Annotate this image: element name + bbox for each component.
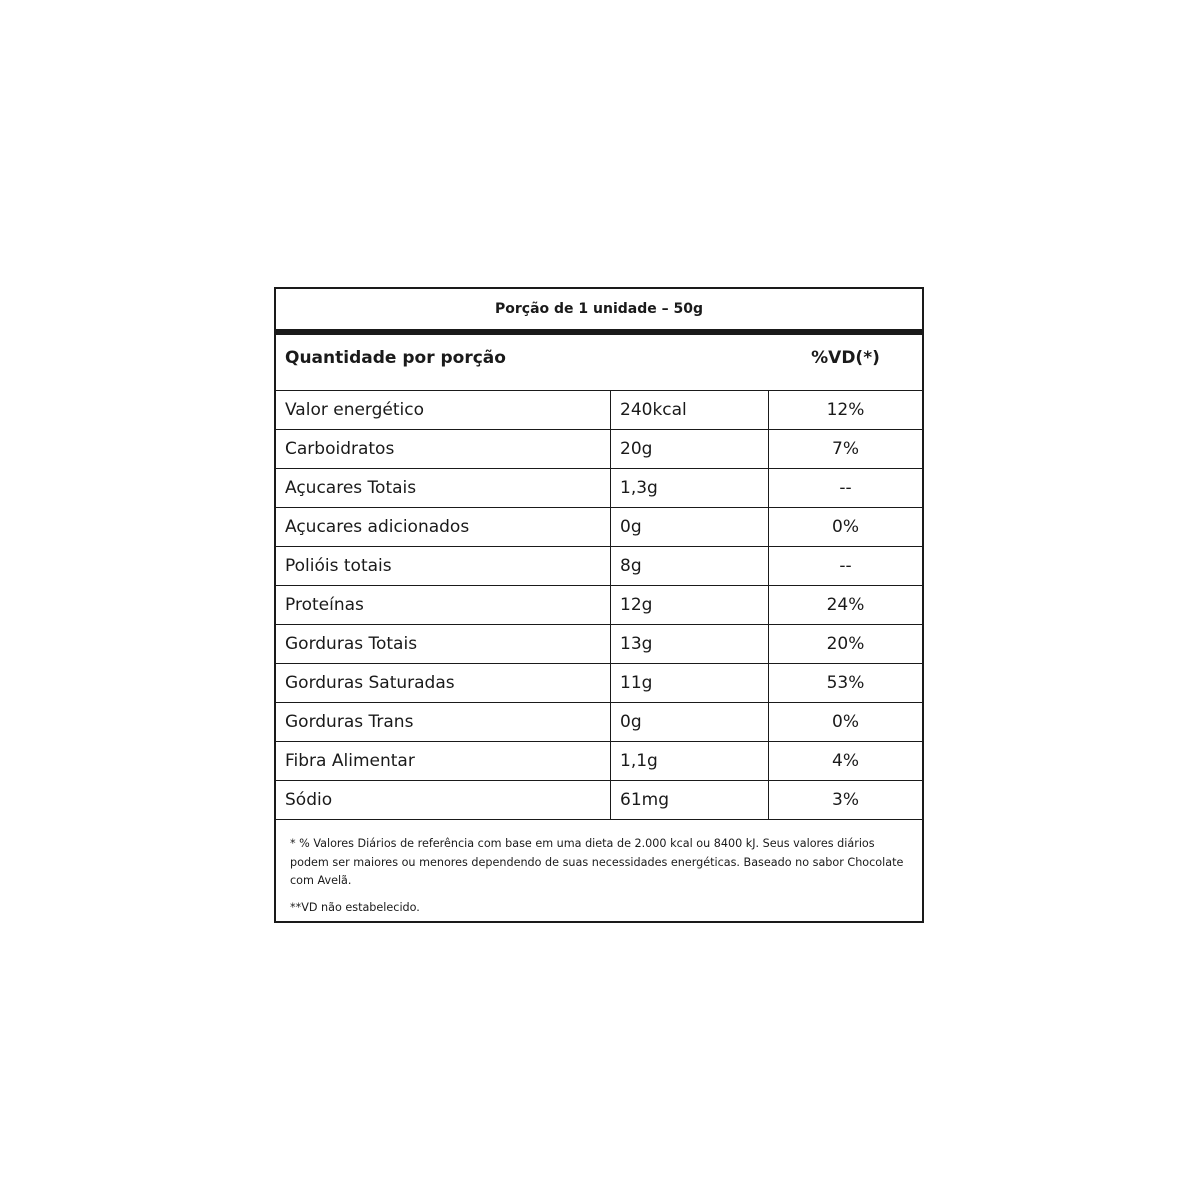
table-row (276, 391, 922, 430)
table-row (276, 781, 922, 820)
nutrient-daily-value: 0% (832, 517, 859, 537)
daily-values-footnote: * % Valores Diários de referência com base em uma dieta de 2.000 kcal ou 8400 kJ. Seus valores diários podem ser maiores ou menores dependendo de suas necessidades energéticas. Baseado no sabor Chocolate com Avelã. (290, 837, 904, 887)
table-row (276, 508, 922, 547)
nutrient-name: Gorduras Totais (285, 634, 418, 654)
nutrient-amount: 8g (620, 556, 642, 576)
quantity-per-portion-heading: Quantidade por porção (285, 348, 506, 368)
nutrient-name: Proteínas (285, 595, 364, 615)
table-row (276, 586, 922, 625)
table-row (276, 703, 922, 742)
table-row (276, 664, 922, 703)
nutrient-name: Polióis totais (285, 556, 392, 576)
nutrient-name: Valor energético (285, 400, 425, 420)
nutrient-amount: 20g (620, 439, 653, 459)
nutrient-daily-value: 24% (826, 595, 865, 615)
portion-size: Porção de 1 unidade – 50g (495, 301, 703, 317)
table-row (276, 625, 922, 664)
nutrient-daily-value: -- (839, 556, 852, 576)
nutrient-rows (276, 391, 922, 820)
nutrient-amount: 1,3g (620, 478, 658, 498)
nutrient-amount: 1,1g (620, 751, 658, 771)
nutrient-amount: 240kcal (620, 400, 687, 420)
nutrient-daily-value: 12% (826, 400, 865, 420)
table-header (276, 335, 922, 391)
footnotes (290, 835, 908, 917)
table-row (276, 430, 922, 469)
nutrient-daily-value: 7% (832, 439, 859, 459)
nutrient-amount: 0g (620, 517, 642, 537)
nutrient-name: Açucares adicionados (285, 517, 470, 537)
nutrient-amount: 12g (620, 595, 653, 615)
nutrient-amount: 61mg (620, 790, 669, 810)
nutrient-amount: 11g (620, 673, 653, 693)
nutrient-daily-value: 53% (826, 673, 865, 693)
nutrient-daily-value: 20% (826, 634, 865, 654)
nutrition-facts-table (274, 287, 924, 923)
nutrient-name: Fibra Alimentar (285, 751, 415, 771)
nutrient-name: Gorduras Saturadas (285, 673, 455, 693)
daily-value-heading: %VD(*) (811, 348, 880, 368)
table-row (276, 547, 922, 586)
nutrient-daily-value: 3% (832, 790, 859, 810)
table-row (276, 469, 922, 508)
nutrient-name: Gorduras Trans (285, 712, 414, 732)
nutrient-amount: 13g (620, 634, 653, 654)
nutrient-daily-value: 4% (832, 751, 859, 771)
table-row (276, 742, 922, 781)
nutrient-amount: 0g (620, 712, 642, 732)
nutrient-name: Sódio (285, 790, 333, 810)
nutrient-name: Carboidratos (285, 439, 395, 459)
vd-not-established-footnote: **VD não estabelecido. (290, 900, 420, 914)
nutrient-daily-value: 0% (832, 712, 859, 732)
nutrient-daily-value: -- (839, 478, 852, 498)
nutrient-name: Açucares Totais (285, 478, 417, 498)
